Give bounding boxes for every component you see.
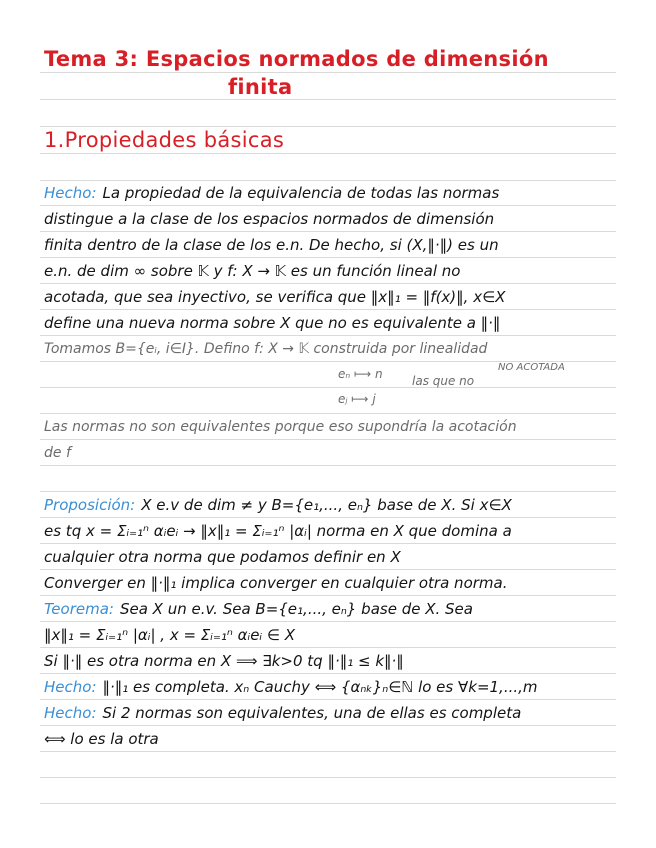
ruled-line	[40, 725, 616, 726]
hecho-paragraph-line: finita dentro de la clase de los e.n. De hecho, si (X,‖·‖) es un	[44, 236, 499, 254]
ruled-line	[40, 439, 616, 440]
ruled-line	[40, 647, 616, 648]
hecho-label: Hecho:	[44, 704, 97, 722]
conclusion-line: Las normas no son equivalentes porque eso supondría la acotación	[44, 419, 517, 435]
ruled-line	[40, 72, 616, 73]
ruled-line	[40, 621, 616, 622]
ruled-line	[40, 205, 616, 206]
section-heading: 1.Propiedades básicas	[44, 128, 285, 152]
hecho-completa-line: Hecho: ‖·‖₁ es completa. xₙ Cauchy ⟺ {αₙₖ}ₙ∈ℕ lo es ∀k=1,...,m	[44, 678, 538, 696]
proposicion-line: es tq x = Σᵢ₌₁ⁿ αᵢeᵢ → ‖x‖₁ = Σᵢ₌₁ⁿ |αᵢ| norma en X que domina a	[44, 522, 512, 540]
proposicion-label: Proposición:	[44, 496, 136, 514]
ruled-line	[40, 803, 616, 804]
page-title-continuation: finita	[228, 75, 293, 99]
map-ej-to-j: eⱼ ⟼ j	[338, 392, 376, 406]
ruled-line	[40, 309, 616, 310]
ruled-line	[40, 283, 616, 284]
hecho-label: Hecho:	[44, 184, 97, 202]
teorema-label: Teorema:	[44, 600, 114, 618]
hecho-paragraph-line: e.n. de dim ∞ sobre 𝕂 y f: X → 𝕂 es un función lineal no	[44, 262, 461, 280]
proposicion-line: cualquier otra norma que podamos definir en X	[44, 548, 401, 566]
proposicion-line: Proposición: X e.v de dim ≠ y B={e₁,..., eₙ} base de X. Si x∈X	[44, 496, 512, 514]
hecho-paragraph-line: acotada, que sea inyectivo, se verifica que ‖x‖₁ = ‖f(x)‖, x∈X	[44, 288, 506, 306]
ruled-line	[40, 543, 616, 544]
ruled-line	[40, 99, 616, 100]
teorema-line: ‖x‖₁ = Σᵢ₌₁ⁿ |αᵢ| , x = Σᵢ₌₁ⁿ αᵢeᵢ ∈ X	[44, 626, 295, 644]
ruled-line	[40, 231, 616, 232]
ruled-line	[40, 777, 616, 778]
ruled-line	[40, 569, 616, 570]
ruled-line	[40, 491, 616, 492]
ruled-line	[40, 517, 616, 518]
ruled-line	[40, 335, 616, 336]
ruled-line	[40, 465, 616, 466]
ruled-line	[40, 126, 616, 127]
ruled-line	[40, 180, 616, 181]
ruled-line	[40, 153, 616, 154]
teorema-line: Si ‖·‖ es otra norma en X ⟹ ∃k>0 tq ‖·‖₁ ≤ k‖·‖	[44, 652, 404, 670]
ruled-line	[40, 751, 616, 752]
ruled-line	[40, 699, 616, 700]
no-acotada-annotation: NO ACOTADA	[498, 362, 565, 373]
conclusion-line: de f	[44, 445, 71, 461]
tomamos-line: Tomamos B={eᵢ, i∈I}. Defino f: X → 𝕂 construida por linealidad	[44, 341, 488, 357]
las-que-no-annotation: las que no	[412, 374, 475, 388]
hecho-paragraph-line: Hecho: La propiedad de la equivalencia de todas las normas	[44, 184, 500, 202]
hecho-paragraph-line: define una nueva norma sobre X que no es equivalente a ‖·‖	[44, 314, 501, 332]
hecho-paragraph-line: distingue a la clase de los espacios normados de dimensión	[44, 210, 495, 228]
hecho-equivalentes-line: Hecho: Si 2 normas son equivalentes, una de ellas es completa	[44, 704, 522, 722]
hecho-label: Hecho:	[44, 678, 97, 696]
page-title: Tema 3: Espacios normados de dimensión	[44, 47, 549, 71]
hecho-equivalentes-line: ⟺ lo es la otra	[44, 730, 159, 748]
ruled-line	[40, 413, 616, 414]
proposicion-line: Converger en ‖·‖₁ implica converger en cualquier otra norma.	[44, 574, 508, 592]
ruled-line	[40, 673, 616, 674]
ruled-line	[40, 387, 616, 388]
ruled-line	[40, 595, 616, 596]
ruled-line	[40, 257, 616, 258]
teorema-line: Teorema: Sea X un e.v. Sea B={e₁,..., eₙ} base de X. Sea	[44, 600, 473, 618]
map-en-to-n: eₙ ⟼ n	[338, 367, 383, 381]
